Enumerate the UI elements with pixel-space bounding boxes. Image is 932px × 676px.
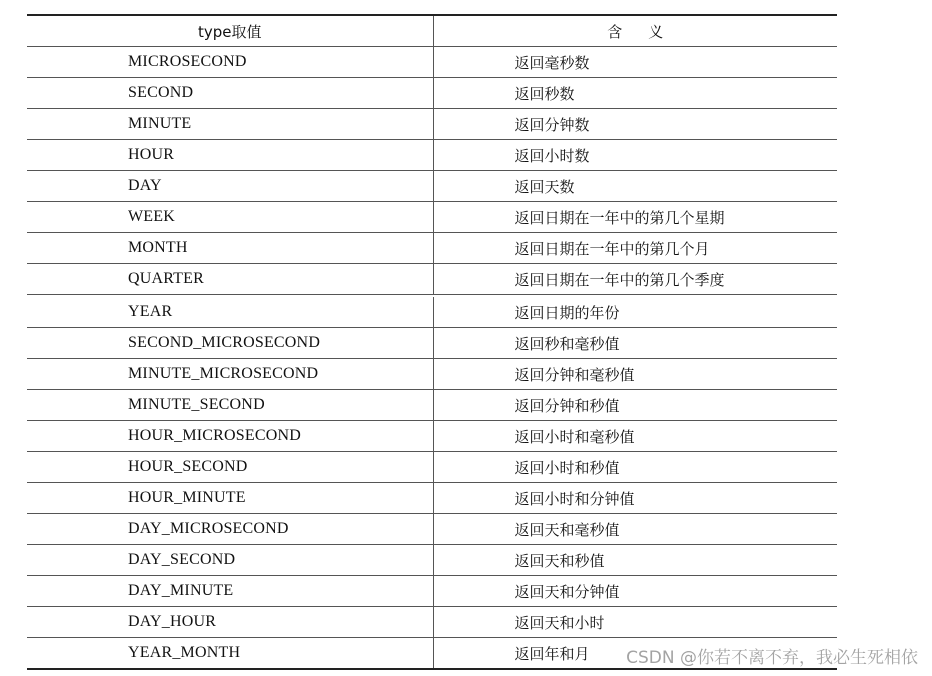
table-row	[27, 576, 837, 607]
meaning-cell: 返回小时数	[433, 140, 837, 171]
meaning-cell: 返回日期在一年中的第几个月	[433, 233, 837, 264]
table-row	[27, 452, 837, 483]
table-header-row	[27, 15, 837, 47]
type-cell: YEAR	[27, 297, 433, 328]
type-cell: MONTH	[27, 233, 433, 264]
meaning-cell: 返回分钟和秒值	[433, 390, 837, 421]
type-cell: MINUTE	[27, 109, 433, 140]
type-cell: SECOND_MICROSECOND	[27, 328, 433, 359]
type-cell: SECOND	[27, 78, 433, 109]
type-cell: DAY_MICROSECOND	[27, 514, 433, 545]
meaning-cell: 返回小时和毫秒值	[433, 421, 837, 452]
table-row	[27, 78, 837, 109]
table-row	[27, 421, 837, 452]
header-meaning: 含义	[433, 15, 837, 47]
table-row	[27, 264, 837, 295]
table-row	[27, 202, 837, 233]
table-row	[27, 171, 837, 202]
type-cell: MINUTE_SECOND	[27, 390, 433, 421]
type-cell: HOUR	[27, 140, 433, 171]
table-row	[27, 483, 837, 514]
meaning-cell: 返回天和毫秒值	[433, 514, 837, 545]
meaning-cell: 返回日期的年份	[433, 297, 837, 328]
meaning-cell: 返回小时和分钟值	[433, 483, 837, 514]
meaning-cell: 返回分钟数	[433, 109, 837, 140]
table-row	[27, 545, 837, 576]
table-row	[27, 607, 837, 638]
table-row	[27, 359, 837, 390]
meaning-cell: 返回天数	[433, 171, 837, 202]
type-cell: QUARTER	[27, 264, 433, 295]
table-row	[27, 47, 837, 78]
table-row	[27, 297, 837, 328]
meaning-cell: 返回毫秒数	[433, 47, 837, 78]
meaning-cell: 返回日期在一年中的第几个星期	[433, 202, 837, 233]
type-cell: DAY_SECOND	[27, 545, 433, 576]
type-cell: MICROSECOND	[27, 47, 433, 78]
meaning-cell: 返回天和秒值	[433, 545, 837, 576]
table-row	[27, 514, 837, 545]
type-cell: MINUTE_MICROSECOND	[27, 359, 433, 390]
csdn-watermark: CSDN @你若不离不弃，我必生死相依	[626, 648, 918, 668]
meaning-cell: 返回天和小时	[433, 607, 837, 638]
type-cell: HOUR_SECOND	[27, 452, 433, 483]
meaning-cell: 返回天和分钟值	[433, 576, 837, 607]
meaning-cell: 返回秒和毫秒值	[433, 328, 837, 359]
table-row	[27, 390, 837, 421]
table-row	[27, 328, 837, 359]
meaning-cell: 返回年和月	[433, 638, 837, 670]
type-cell: DAY_MINUTE	[27, 576, 433, 607]
table-row	[27, 140, 837, 171]
type-cell: DAY	[27, 171, 433, 202]
table-row	[27, 109, 837, 140]
meaning-cell: 返回小时和秒值	[433, 452, 837, 483]
type-cell: DAY_HOUR	[27, 607, 433, 638]
type-cell: HOUR_MINUTE	[27, 483, 433, 514]
type-cell: WEEK	[27, 202, 433, 233]
table-row	[27, 233, 837, 264]
type-values-table-part-2	[27, 297, 837, 670]
meaning-cell: 返回秒数	[433, 78, 837, 109]
meaning-cell: 返回日期在一年中的第几个季度	[433, 264, 837, 295]
type-values-table-part-1	[27, 14, 837, 295]
header-type-value: type取值	[197, 22, 262, 41]
type-cell: YEAR_MONTH	[27, 638, 433, 670]
type-cell: HOUR_MICROSECOND	[27, 421, 433, 452]
meaning-cell: 返回分钟和毫秒值	[433, 359, 837, 390]
